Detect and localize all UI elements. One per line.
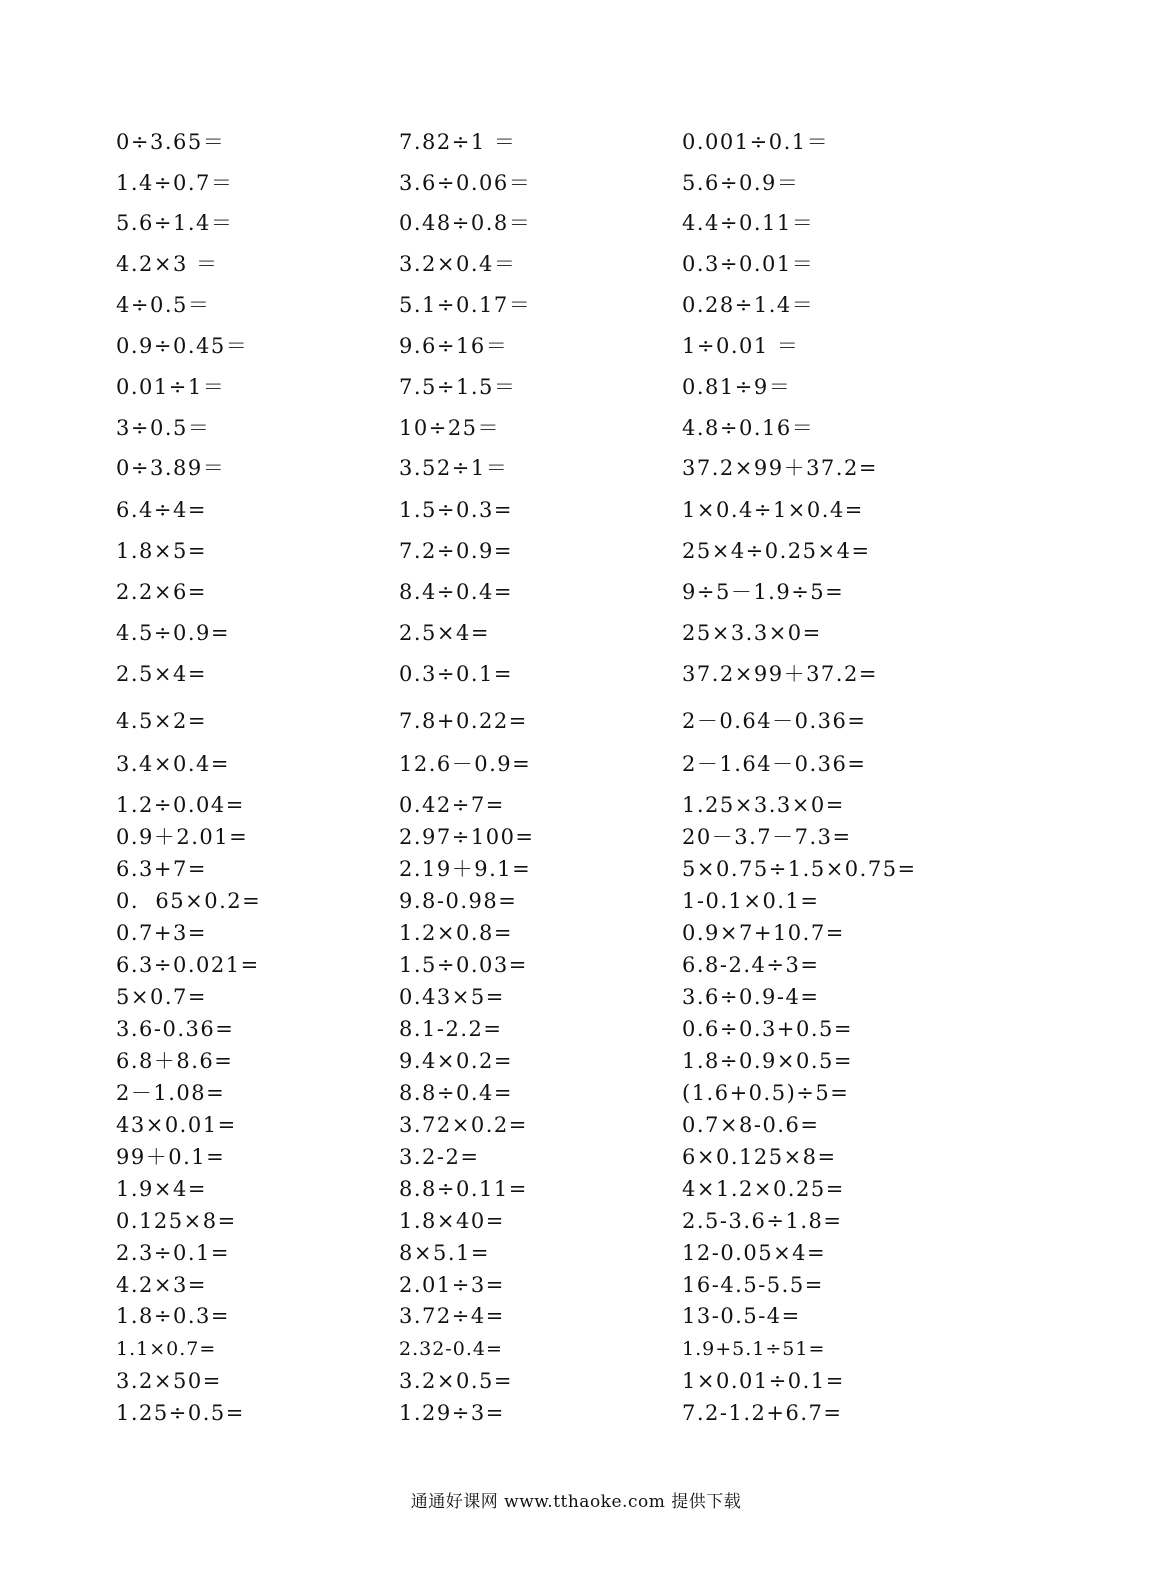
exercise-item: 3.6÷0.9-4= xyxy=(682,985,820,1009)
exercise-item: 6.8-2.4÷3= xyxy=(682,953,820,977)
exercise-item: 8.1-2.2= xyxy=(399,1017,503,1041)
exercise-item: 5.6÷1.4＝ xyxy=(116,211,234,235)
exercise-item: 5.6÷0.9＝ xyxy=(682,171,800,195)
exercise-item: 4.2×3= xyxy=(116,1273,207,1297)
exercise-row xyxy=(0,885,1152,917)
exercise-row xyxy=(0,412,1152,444)
exercise-item: 6.3÷0.021= xyxy=(116,953,260,977)
exercise-item: 1×0.01÷0.1= xyxy=(682,1369,845,1393)
exercise-item: 12-0.05×4= xyxy=(682,1241,827,1265)
exercise-row xyxy=(0,535,1152,567)
exercise-item: 0.9＋2.01= xyxy=(116,825,249,849)
exercise-item: 2－1.08= xyxy=(116,1081,226,1105)
exercise-row xyxy=(0,1237,1152,1269)
exercise-item: 3.2-2= xyxy=(399,1145,480,1169)
exercise-item: 99＋0.1= xyxy=(116,1145,226,1169)
exercise-row xyxy=(0,949,1152,981)
exercise-row xyxy=(0,452,1152,484)
exercise-item: 4.5×2= xyxy=(116,709,207,733)
exercise-item: 1÷0.01 ＝ xyxy=(682,334,800,358)
exercise-item: 3.6÷0.06＝ xyxy=(399,171,532,195)
exercise-item: 1.4÷0.7＝ xyxy=(116,171,234,195)
exercise-item: 25×4÷0.25×4= xyxy=(682,539,871,563)
exercise-item: 3.2×0.5= xyxy=(399,1369,513,1393)
exercise-item: 1.8×40= xyxy=(399,1209,505,1233)
exercise-item: 0.42÷7= xyxy=(399,793,505,817)
exercise-row xyxy=(0,207,1152,239)
exercise-item: 2.5×4= xyxy=(116,662,207,686)
exercise-item: 1.9+5.1÷51= xyxy=(682,1338,826,1360)
exercise-item: 0÷3.89＝ xyxy=(116,456,226,480)
exercise-item: 2.5×4= xyxy=(399,621,490,645)
exercise-row xyxy=(0,1397,1152,1429)
exercise-item: 6.3+7= xyxy=(116,857,207,881)
exercise-item: 6.4÷4= xyxy=(116,498,207,522)
exercise-item: 8.8÷0.4= xyxy=(399,1081,513,1105)
exercise-item: 8.4÷0.4= xyxy=(399,580,513,604)
exercise-row xyxy=(0,1077,1152,1109)
exercise-item: 6×0.125×8= xyxy=(682,1145,837,1169)
exercise-item: 13-0.5-4= xyxy=(682,1304,801,1328)
exercise-item: 37.2×99＋37.2= xyxy=(682,662,878,686)
exercise-item: 0. 65×0.2= xyxy=(116,889,262,913)
exercise-item: 4.4÷0.11＝ xyxy=(682,211,815,235)
exercise-item: 4÷0.5＝ xyxy=(116,293,211,317)
exercise-item: 0.28÷1.4＝ xyxy=(682,293,815,317)
exercise-item: 16-4.5-5.5= xyxy=(682,1273,824,1297)
exercise-item: 4.2×3 ＝ xyxy=(116,252,219,276)
exercise-item: 1.5÷0.03= xyxy=(399,953,528,977)
exercise-item: 9÷5－1.9÷5= xyxy=(682,580,845,604)
exercise-item: 1.9×4= xyxy=(116,1177,207,1201)
exercise-row xyxy=(0,1173,1152,1205)
exercise-item: 1×0.4÷1×0.4= xyxy=(682,498,864,522)
exercise-item: 2－0.64－0.36= xyxy=(682,709,867,733)
exercise-item: 2.01÷3= xyxy=(399,1273,505,1297)
exercise-item: 0÷3.65＝ xyxy=(116,130,226,154)
exercise-row xyxy=(0,1205,1152,1237)
exercise-row xyxy=(0,917,1152,949)
exercise-item: 1.2÷0.04= xyxy=(116,793,245,817)
exercise-row xyxy=(0,330,1152,362)
exercise-item: 5×0.75÷1.5×0.75= xyxy=(682,857,917,881)
exercise-row xyxy=(0,981,1152,1013)
exercise-item: 25×3.3×0= xyxy=(682,621,822,645)
exercise-item: 1.2×0.8= xyxy=(399,921,513,945)
exercise-item: 2.19＋9.1= xyxy=(399,857,532,881)
exercise-item: 1.29÷3= xyxy=(399,1401,505,1425)
exercise-item: 2.2×6= xyxy=(116,580,207,604)
exercise-row xyxy=(0,494,1152,526)
exercise-row xyxy=(0,617,1152,649)
exercise-item: 1.8÷0.3= xyxy=(116,1304,230,1328)
exercise-row xyxy=(0,789,1152,821)
exercise-item: 0.3÷0.1= xyxy=(399,662,513,686)
exercise-item: 7.82÷1 ＝ xyxy=(399,130,517,154)
exercise-item: 37.2×99＋37.2= xyxy=(682,456,878,480)
exercise-item: 43×0.01= xyxy=(116,1113,237,1137)
exercise-item: 1.8×5= xyxy=(116,539,207,563)
exercise-item: 2－1.64－0.36= xyxy=(682,752,867,776)
exercise-item: 1.8÷0.9×0.5= xyxy=(682,1049,853,1073)
exercise-item: 0.01÷1＝ xyxy=(116,375,226,399)
exercise-row xyxy=(0,576,1152,608)
exercise-item: 4×1.2×0.25= xyxy=(682,1177,845,1201)
exercise-item: 3.2×0.4＝ xyxy=(399,252,517,276)
exercise-item: 0.3÷0.01＝ xyxy=(682,252,815,276)
exercise-item: 2.5-3.6÷1.8= xyxy=(682,1209,843,1233)
exercise-item: 4.5÷0.9= xyxy=(116,621,230,645)
exercise-item: 0.9÷0.45＝ xyxy=(116,334,249,358)
exercise-item: 3.72÷4= xyxy=(399,1304,505,1328)
exercise-item: 7.5÷1.5＝ xyxy=(399,375,517,399)
exercise-item: 5×0.7= xyxy=(116,985,207,1009)
exercise-row xyxy=(0,1013,1152,1045)
exercise-item: 7.2÷0.9= xyxy=(399,539,513,563)
exercise-item: 10÷25＝ xyxy=(399,416,501,440)
exercise-item: 4.8÷0.16＝ xyxy=(682,416,815,440)
exercise-item: 3.4×0.4= xyxy=(116,752,230,776)
exercise-item: 3.72×0.2= xyxy=(399,1113,528,1137)
exercise-item: 0.81÷9＝ xyxy=(682,375,792,399)
exercise-item: 1.5÷0.3= xyxy=(399,498,513,522)
exercise-item: 9.8-0.98= xyxy=(399,889,518,913)
exercise-item: 1.25÷0.5= xyxy=(116,1401,245,1425)
exercise-item: 3.2×50= xyxy=(116,1369,222,1393)
exercise-row xyxy=(0,126,1152,158)
exercise-row xyxy=(0,1333,1152,1365)
exercise-item: (1.6+0.5)÷5= xyxy=(682,1081,850,1105)
exercise-row xyxy=(0,853,1152,885)
exercise-item: 1.1×0.7= xyxy=(116,1338,217,1360)
exercise-item: 1-0.1×0.1= xyxy=(682,889,820,913)
exercise-item: 0.7+3= xyxy=(116,921,207,945)
exercise-item: 0.001÷0.1＝ xyxy=(682,130,830,154)
exercise-item: 9.4×0.2= xyxy=(399,1049,513,1073)
exercise-item: 0.43×5= xyxy=(399,985,505,1009)
exercise-item: 8.8÷0.11= xyxy=(399,1177,528,1201)
exercise-item: 3÷0.5＝ xyxy=(116,416,211,440)
exercise-row xyxy=(0,1109,1152,1141)
exercise-item: 2.3÷0.1= xyxy=(116,1241,230,1265)
exercise-row xyxy=(0,658,1152,690)
exercise-row xyxy=(0,1269,1152,1301)
exercise-row xyxy=(0,821,1152,853)
exercise-item: 2.32-0.4= xyxy=(399,1338,503,1360)
exercise-row xyxy=(0,705,1152,737)
exercise-item: 5.1÷0.17＝ xyxy=(399,293,532,317)
exercise-row xyxy=(0,248,1152,280)
exercise-item: 7.2-1.2+6.7= xyxy=(682,1401,843,1425)
exercise-row xyxy=(0,1141,1152,1173)
exercise-item: 2.97÷100= xyxy=(399,825,535,849)
exercise-row xyxy=(0,748,1152,780)
page-footer: 通通好课网 www.tthaoke.com 提供下载 xyxy=(410,1492,742,1512)
exercise-item: 3.52÷1＝ xyxy=(399,456,509,480)
exercise-item: 6.8＋8.6= xyxy=(116,1049,234,1073)
exercise-item: 9.6÷16＝ xyxy=(399,334,509,358)
exercise-row xyxy=(0,371,1152,403)
exercise-row xyxy=(0,167,1152,199)
exercise-item: 3.6-0.36= xyxy=(116,1017,235,1041)
exercise-item: 8×5.1= xyxy=(399,1241,490,1265)
exercise-item: 1.25×3.3×0= xyxy=(682,793,845,817)
exercise-item: 0.9×7+10.7= xyxy=(682,921,845,945)
exercise-row xyxy=(0,289,1152,321)
exercise-item: 12.6－0.9= xyxy=(399,752,532,776)
exercise-item: 0.7×8-0.6= xyxy=(682,1113,820,1137)
exercise-item: 7.8+0.22= xyxy=(399,709,528,733)
exercise-row xyxy=(0,1045,1152,1077)
exercise-item: 0.6÷0.3+0.5= xyxy=(682,1017,853,1041)
exercise-item: 0.125×8= xyxy=(116,1209,237,1233)
exercise-row xyxy=(0,1300,1152,1332)
exercise-item: 20－3.7－7.3= xyxy=(682,825,852,849)
exercise-row xyxy=(0,1365,1152,1397)
exercise-item: 0.48÷0.8＝ xyxy=(399,211,532,235)
